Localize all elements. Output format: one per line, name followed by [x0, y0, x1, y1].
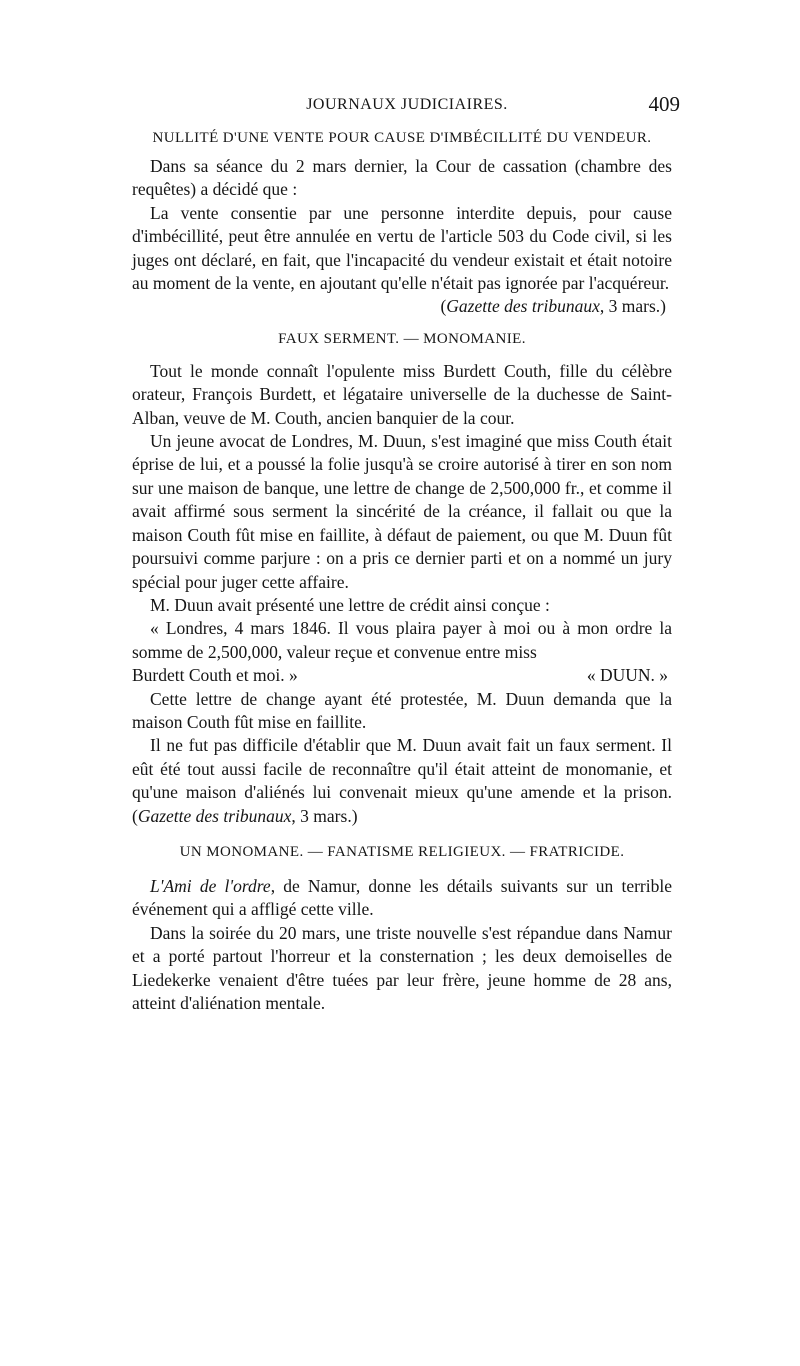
paragraph: La vente consentie par une personne interdite depuis, pour cause d'imbécillité, peut être annulée en vertu de l'article 503 du Code civil, si les juges ont déclaré, en fait, que l'incapacité du vendeur existait et était notoire au moment de la vente, en ajoutant qu'elle n'était pas ignorée par l'acquéreur. [132, 202, 672, 294]
running-header [132, 92, 680, 126]
letter-signature: « DUUN. » [586, 665, 668, 686]
article-heading-monomane: UN MONOMANE. — FANATISME RELIGIEUX. — FRATRICIDE. [179, 843, 625, 860]
citation-source: Gazette des tribunaux [446, 296, 600, 317]
newspaper-title: L'Ami de l'ordre [150, 875, 271, 896]
letter-closing-line [132, 664, 672, 687]
paragraph: Un jeune avocat de Londres, M. Duun, s'est imaginé que miss Couth était éprise de lui, et a poussé la folie jusqu'à se croire autorisé à tirer en son nom sur une maison de banque, une lettre de change de 2,500,000 fr., et comme il avait affirmé sous serment la sincérité de la créance, il fallait ou que la maison Couth fût mise en faillite, à défaut de paiement, ou que M. Duun fût poursuivi comme parjure : on a pris ce dernier parti et on a nommé un jury spécial pour juger cette affaire. [132, 431, 672, 592]
citation-date: 3 mars. [608, 296, 661, 317]
article-heading-nullite: NULLITÉ D'UNE VENTE POUR CAUSE D'IMBÉCILLITÉ DU VENDEUR. [152, 130, 652, 146]
letter-last-line: Burdett Couth et moi. » [132, 665, 298, 686]
paragraph: Tout le monde connaît l'opulente miss Burdett Couth, fille du célèbre orateur, François Burdett, et légataire universelle de la duchesse de Saint-Alban, veuve de M. Couth, ancien banquier de la cour. [132, 360, 672, 428]
citation-date: 3 mars. [300, 805, 352, 826]
paragraph-text: , de Namur, donne les détails suivants sur un terrible événement qui a affligé cette ville. [132, 875, 672, 920]
citation-source: Gazette des tribunaux [137, 805, 292, 826]
paragraph-text: Il ne fut pas difficile d'établir que M. Duun avait fait un faux serment. Il eût été tout aussi facile de reconnaître qu'il était atteint de monomanie, et qu'une maison d'aliénés lui convenait mieux qu'une amende et la prison. [132, 735, 672, 803]
citation: (Gazette des tribunaux, 3 mars.) [440, 296, 666, 317]
quoted-letter: « Londres, 4 mars 1846. Il vous plaira payer à moi ou à mon ordre la somme de 2,500,000, valeur reçue et convenue entre miss [132, 618, 672, 662]
paragraph [132, 875, 672, 922]
paragraph: Dans la soirée du 20 mars, une triste nouvelle s'est répandue dans Namur et a porté partout l'horreur et la consternation ; les deux demoiselles de Liedekerke venaient d'être tuées par leur frère, jeune homme de 28 ans, atteint d'aliénation mentale. [132, 922, 672, 1013]
page-number: 409 [648, 92, 680, 116]
paragraph: Il ne fut pas difficile d'établir que M. Duun avait fait un faux serment. Il eût été tout aussi facile de reconnaître qu'il était atteint de monomanie, et qu'une maison d'aliénés lui convenait mieux qu'une amende et la prison. (Gazette des tribunaux, 3 mars.) [132, 735, 672, 826]
paragraph: Dans sa séance du 2 mars dernier, la Cour de cassation (chambre des requêtes) a décidé que : [132, 156, 672, 200]
paragraph: Cette lettre de change ayant été protestée, M. Duun demanda que la maison Couth fût mise en faillite. [132, 688, 672, 732]
running-title: JOURNAUX JUDICIAIRES. [306, 96, 508, 113]
paragraph: M. Duun avait présenté une lettre de crédit ainsi conçue : [150, 594, 550, 615]
article-heading-faux-serment: FAUX SERMENT. — MONOMANIE. [278, 330, 526, 347]
book-page [0, 92, 800, 1366]
